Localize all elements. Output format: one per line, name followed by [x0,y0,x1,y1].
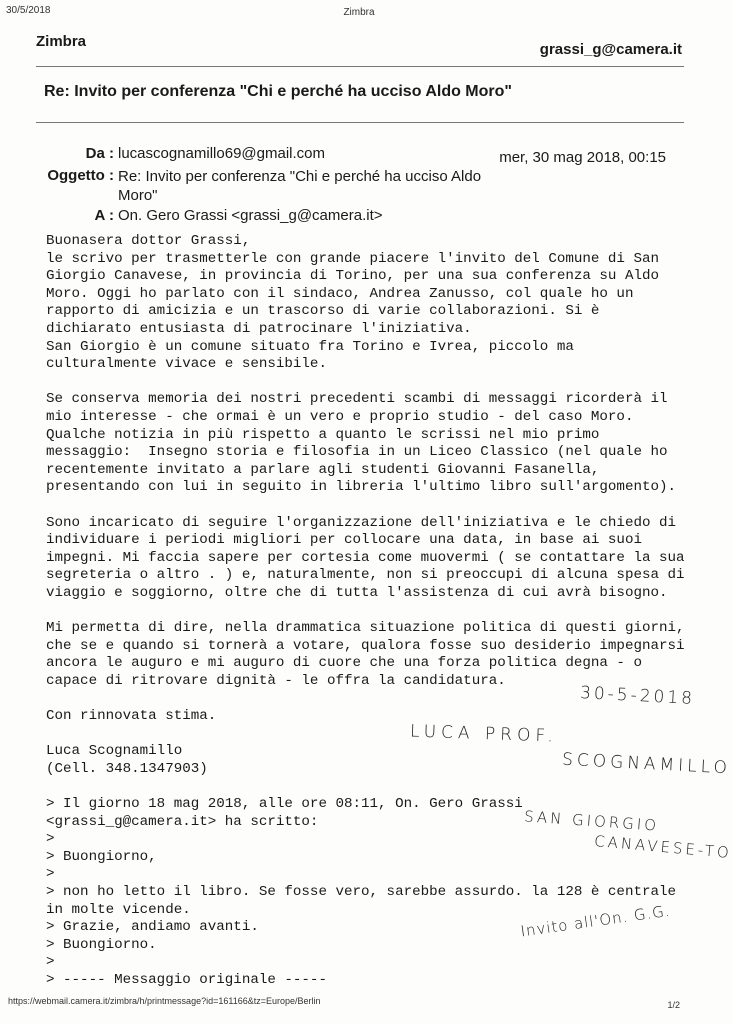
print-date: 30/5/2018 [6,5,51,16]
print-url: https://webmail.camera.it/zimbra/h/printmessage?id=161166&tz=Europe/Berlin [8,996,321,1006]
print-title: Zimbra [343,7,375,18]
handwritten-name-line1: LUCA PROF. [409,721,559,747]
from-label: Da : [85,145,114,162]
subject-value: Re: Invito per conferenza "Chi e perché ha ucciso Aldo Moro" [118,168,482,204]
message-body: Buonasera dottor Grassi, le scrivo per trasmetterle con grande piacere l'invito del Comune di San Giorgio Canavese, in provincia di Torino, per una sua conferenza su Aldo Moro. Oggi ho parlato con il sindaco, Andrea Zanusso, col quale ho un rapporto di amicizia e un trascorso di varie collaborazioni. Si è dichiarato entusiasta di patrocinare l'iniziativa. San Giorgio è un comune situato fra Torino e Ivrea, piccolo ma culturalmente vivace e sensibile. Se conserva memoria dei nostri precedenti scambi di messaggi ricorderà il mio interesse - che ormai è un vero e proprio studio - del caso Moro. Qualche notizia in più rispetto a quanto le scrissi nel mio primo messaggio: Insegno storia e filosofia in un Liceo Classico (nel quale ho recentemente invitato a parlare agli studenti Giovanni Fasanella, presentando con lui in seguito in libreria l'ultimo libro sull'argomento). Sono incaricato di seguire l'organizzazione dell'iniziativa e le chiedo di individuare i periodi migliori per collocare una data, in base ai suoi impegni. Mi faccia sapere per cortesia come muovermi ( se contattare la sua segreteria o altro . ) e, naturalmente, non si preoccupi di alcuna spesa di viaggio e soggiorno, oltre che di tutta l'assistenza di cui avrà bisogno. Mi permetta di dire, nella drammatica situazione politica di questi giorni, che se e quando si tornerà a votare, qualora fosse suo desiderio impegnarsi ancora le auguro e mi auguro di cuore che una forza politica degna - o capace di ritrovare dignità - le offra la candidatura. Con rinnovata stima. Luca Scognamillo (Cell. 348.1347903) > Il giorno 18 mag 2018, alle ore 08:11, On. Gero Grassi <grassi_g@camera.it> ha scritto: > > Buongiorno, > > non ho letto il libro. Se fosse vero, sarebbe assurdo. la 128 è centrale in molte vicende. > Grazie, andiamo avanti. > Buongiorno. > > ----- Messaggio originale ----- [46,233,685,988]
to-address: On. Gero Grassi <grassi_g@camera.it> [118,207,383,224]
handwritten-place-line2: CANAVESE-TO [593,832,733,862]
app-name: Zimbra [36,33,87,50]
handwritten-place-line1: SAN GIORGIO [523,807,660,835]
subject-divider [36,122,684,123]
header-divider [36,66,684,67]
from-address: lucascognamillo69@gmail.com [118,145,325,162]
message-subject-heading: Re: Invito per conferenza "Chi e perché ha ucciso Aldo Moro" [44,83,512,100]
page-number: 1/2 [667,1000,680,1010]
handwritten-date: 30-5-2018 [579,683,696,709]
subject-label: Oggetto : [47,167,114,184]
account-email: grassi_g@camera.it [539,41,682,58]
message-date: mer, 30 mag 2018, 00:15 [499,149,666,166]
to-label: A : [94,207,114,224]
handwritten-note: Invito all'On. G.G. [519,901,672,941]
handwritten-name-line2: SCOGNAMILLO [561,749,732,779]
